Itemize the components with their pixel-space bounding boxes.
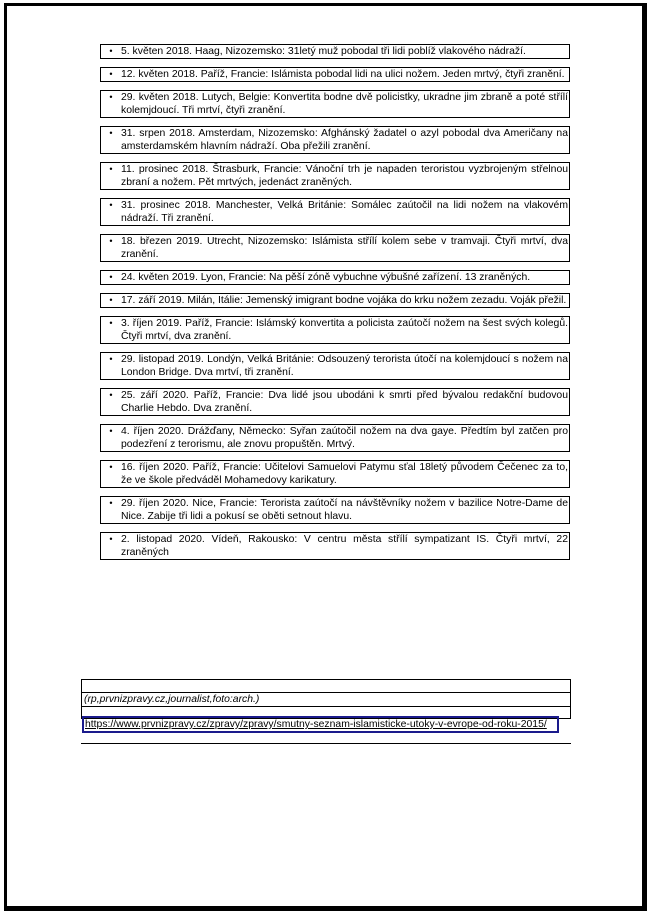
bullet-icon: •: [109, 295, 113, 305]
bullet-icon: •: [109, 200, 113, 210]
list-item-text: 5. květen 2018. Haag, Nizozemsko: 31letý muž pobodal tři lidi poblíž vlakového nádraží.: [121, 46, 526, 57]
bullet-icon: •: [109, 272, 113, 282]
bullet-icon: •: [109, 92, 113, 102]
list-item-text: 31. srpen 2018. Amsterdam, Nizozemsko: Afghánský žadatel o azyl pobodal dva Američany na amsterdamském hlavním nádraží. Oba přežili zranění.: [121, 128, 568, 152]
list-item-text: 11. prosinec 2018. Štrasburk, Francie: Vánoční trh je napaden teroristou vyzbrojeným střelnou zbraní a nožem. Pět mrtvých, jedenáct zraněných.: [121, 164, 568, 188]
bullet-icon: •: [109, 236, 113, 246]
list-item-text: 16. říjen 2020. Paříž, Francie: Učitelovi Samuelovi Patymu sťal 18letý původem Čečenec za to, že ve škole předváděl Mohamedovy karikatury.: [121, 462, 568, 486]
bullet-icon: •: [109, 462, 113, 472]
list-item-text: 24. květen 2019. Lyon, Francie: Na pěší zóně vybuchne výbušné zařízení. 13 zraněných.: [121, 272, 531, 283]
source-box: [81, 679, 571, 719]
bullet-icon: •: [109, 164, 113, 174]
list-item-text: 18. březen 2019. Utrecht, Nizozemsko: Islámista střílí kolem sebe v tramvaji. Čtyři mrtví, dva zranění.: [121, 236, 568, 260]
bullet-icon: •: [109, 354, 113, 364]
list-item: [100, 126, 570, 154]
list-item: [100, 44, 570, 59]
bullet-icon: •: [109, 318, 113, 328]
list-item-text: 17. září 2019. Milán, Itálie: Jemenský imigrant bodne vojáka do krku nožem zezadu. Voják přežil.: [121, 295, 567, 306]
list-item-text: 29. říjen 2020. Nice, Francie: Terorista zaútočí na návštěvníky nožem v bazilice Notre-Dame de Nice. Zabije tři lidi a pokusí se oběti setnout hlavu.: [121, 498, 568, 522]
bullet-icon: •: [109, 128, 113, 138]
source-spacer: [82, 680, 570, 693]
source-url-link[interactable]: https://www.prvnizpravy.cz/zpravy/zpravy/smutny-seznam-islamisticke-utoky-v-evrope-od-roku-2015/: [82, 716, 559, 733]
list-item-text: 25. září 2020. Paříž, Francie: Dva lidé jsou ubodáni k smrti před bývalou redakční budovou Charlie Hebdo. Dva zranění.: [121, 390, 568, 414]
list-item: [100, 198, 570, 226]
list-item: [100, 67, 570, 82]
list-item: [100, 162, 570, 190]
list-item-text: 3. říjen 2019. Paříž, Francie: Islámský konvertita a policista zaútočí nožem na šest svých kolegů. Čtyři mrtví, dva zranění.: [121, 318, 568, 342]
bullet-icon: •: [109, 534, 113, 544]
list-item-text: 2. listopad 2020. Vídeň, Rakousko: V centru města střílí sympatizant IS. Čtyři mrtví, 22 zraněných: [121, 534, 568, 558]
list-item: [100, 388, 570, 416]
list-item: [100, 532, 570, 560]
bullet-icon: •: [109, 69, 113, 79]
list-item-text: 4. říjen 2020. Drážďany, Německo: Syřan zaútočil nožem na dva gaye. Předtím byl zatčen pro podezření z terorismu, ale znovu propuštěn. Mrtvý.: [121, 426, 568, 450]
bullet-icon: •: [109, 46, 113, 56]
list-item-text: 29. listopad 2019. Londýn, Velká Británie: Odsouzený terorista útočí na kolemjdoucí s nožem na London Bridge. Dva mrtví, tři zranění.: [121, 354, 568, 378]
list-item: [100, 90, 570, 118]
bullet-icon: •: [109, 498, 113, 508]
list-item: [100, 460, 570, 488]
bullet-icon: •: [109, 426, 113, 436]
list-item: [100, 424, 570, 452]
source-divider: [81, 743, 571, 744]
list-item: [100, 234, 570, 262]
list-item: [100, 270, 570, 285]
list-item: [100, 293, 570, 308]
source-credit: (rp,prvnizpravy.cz,journalist,foto:arch.): [82, 693, 570, 707]
list-item: [100, 316, 570, 344]
list-item: [100, 352, 570, 380]
attack-list: [100, 44, 570, 568]
bullet-icon: •: [109, 390, 113, 400]
list-item-text: 31. prosinec 2018. Manchester, Velká Británie: Somálec zaútočil na lidi nožem na vlakovém nádraží. Tři zranění.: [121, 200, 568, 224]
list-item-text: 12. květen 2018. Paříž, Francie: Islámista pobodal lidi na ulici nožem. Jeden mrtvý, čtyři zranění.: [121, 69, 565, 80]
list-item: [100, 496, 570, 524]
list-item-text: 29. květen 2018. Lutych, Belgie: Konvertita bodne dvě policistky, ukradne jim zbraně a poté střílí kolemjdoucí. Tři mrtví, čtyři zranění.: [121, 92, 568, 116]
